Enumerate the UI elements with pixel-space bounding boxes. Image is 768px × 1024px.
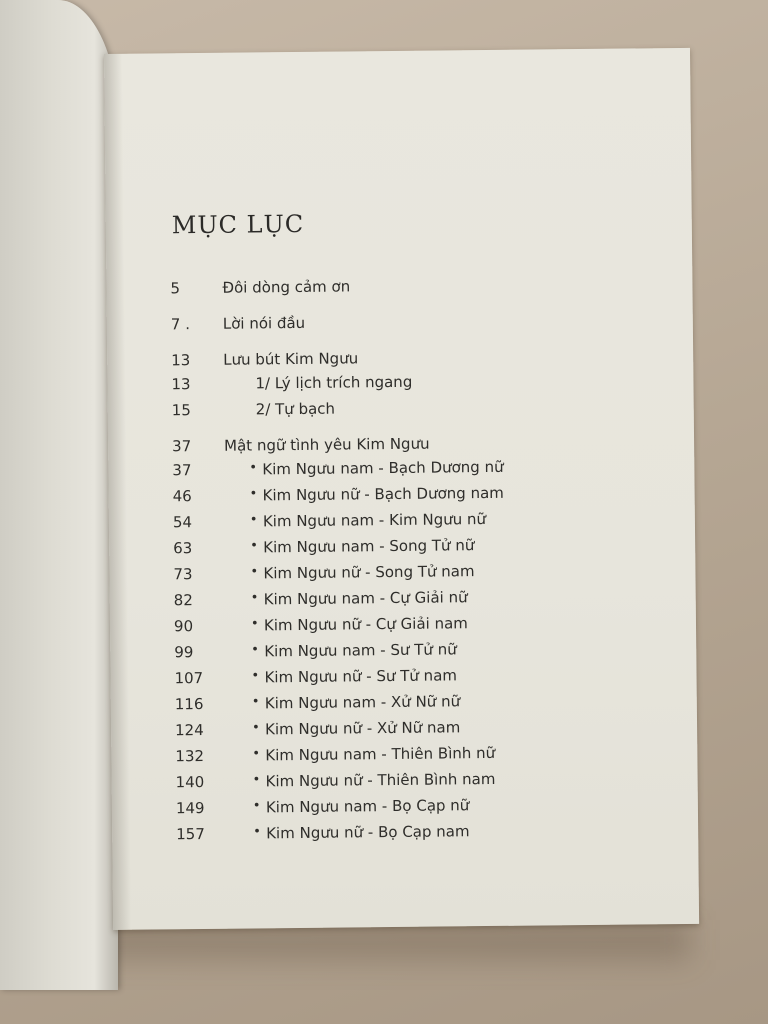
toc-entry: [174, 612, 676, 641]
page-title: MỤC LỤC: [171, 209, 305, 240]
toc-entry-title: • Kim Ngưu nam - Cự Giải nữ: [264, 588, 468, 608]
toc-page-number: 46: [172, 487, 192, 506]
toc-entry: [171, 310, 673, 339]
toc-entry: [172, 396, 674, 425]
toc-page-number: 13: [171, 351, 191, 370]
toc-entry: [175, 690, 677, 719]
toc-entry-title: • Kim Ngưu nữ - Sư Tử nam: [264, 666, 457, 686]
toc-entry-title: • Kim Ngưu nữ - Cự Giải nam: [264, 614, 468, 634]
toc-entry: [176, 768, 678, 797]
toc-entry: [174, 664, 676, 693]
toc-page-number: 116: [174, 694, 204, 714]
toc-page-number: 5: [170, 279, 181, 298]
toc-page-number: 13: [171, 375, 191, 394]
toc-page-number: 124: [174, 720, 204, 740]
toc-entry: [173, 560, 675, 589]
toc-page-number: 157: [176, 824, 205, 844]
toc-entry-title: • Kim Ngưu nam - Bạch Dương nữ: [262, 458, 503, 479]
toc-entry-title: Lời nói đầu: [222, 313, 306, 333]
toc-entry: [173, 482, 675, 511]
toc-entry-title: Mật ngữ tình yêu Kim Ngưu: [224, 434, 430, 455]
toc-entry: [175, 742, 677, 771]
toc-entry-title: • Kim Ngưu nam - Song Tử nữ: [263, 536, 474, 556]
toc-entry-title: 2/ Tự bạch: [255, 399, 336, 419]
book-page: [104, 48, 699, 930]
toc-page-number: 90: [173, 617, 194, 636]
toc-entry: [174, 586, 676, 615]
toc-page-number: 63: [173, 539, 193, 558]
toc-entry: [173, 508, 675, 537]
toc-entry-title: • Kim Ngưu nữ - Bạch Dương nam: [263, 484, 504, 505]
toc-page-number: 54: [172, 513, 193, 532]
table-of-contents: [104, 48, 699, 930]
toc-page-number: 132: [175, 746, 205, 766]
toc-entry-title: • Kim Ngưu nữ - Thiên Bình nam: [266, 770, 496, 790]
toc-entry-title: • Kim Ngưu nam - Bọ Cạp nữ: [266, 796, 470, 816]
toc-entry: [172, 456, 674, 485]
toc-entry-title: • Kim Ngưu nữ - Xử Nữ nam: [265, 718, 460, 738]
toc-entry: [170, 274, 672, 303]
toc-entry-title: • Kim Ngưu nữ - Bọ Cạp nam: [266, 822, 470, 842]
toc-entry-title: • Kim Ngưu nam - Thiên Bình nữ: [265, 744, 495, 764]
toc-entry-title: • Kim Ngưu nam - Sư Tử nữ: [264, 640, 457, 660]
toc-entry: [176, 794, 678, 823]
toc-page-number: 82: [173, 591, 193, 610]
toc-entry-title: 1/ Lý lịch trích ngang: [255, 372, 413, 393]
toc-page-number: 149: [175, 798, 205, 818]
toc-entry-title: • Kim Ngưu nam - Kim Ngưu nữ: [263, 510, 486, 530]
toc-page-number: 15: [171, 401, 191, 420]
toc-entry: [176, 820, 678, 849]
toc-entry-title: • Kim Ngưu nam - Xử Nữ nữ: [265, 692, 460, 712]
toc-page-number: 37: [172, 437, 192, 456]
toc-entry-title: Lưu bút Kim Ngưu: [223, 349, 359, 369]
toc-entry-title: • Kim Ngưu nữ - Song Tử nam: [263, 562, 474, 582]
toc-page-number: 140: [175, 772, 205, 792]
toc-entry: [175, 716, 677, 745]
toc-page-number: 99: [174, 643, 194, 662]
toc-entry: [174, 638, 676, 667]
toc-page-number: 73: [173, 565, 193, 584]
toc-entry: [173, 534, 675, 563]
toc-page-number: 107: [174, 668, 204, 688]
toc-entry: [171, 370, 673, 399]
toc-entry-title: Đôi dòng cảm ơn: [222, 277, 351, 297]
toc-page-number: 37: [172, 461, 192, 480]
toc-page-number: 7 .: [170, 315, 191, 334]
left-page-edge: [0, 0, 118, 990]
